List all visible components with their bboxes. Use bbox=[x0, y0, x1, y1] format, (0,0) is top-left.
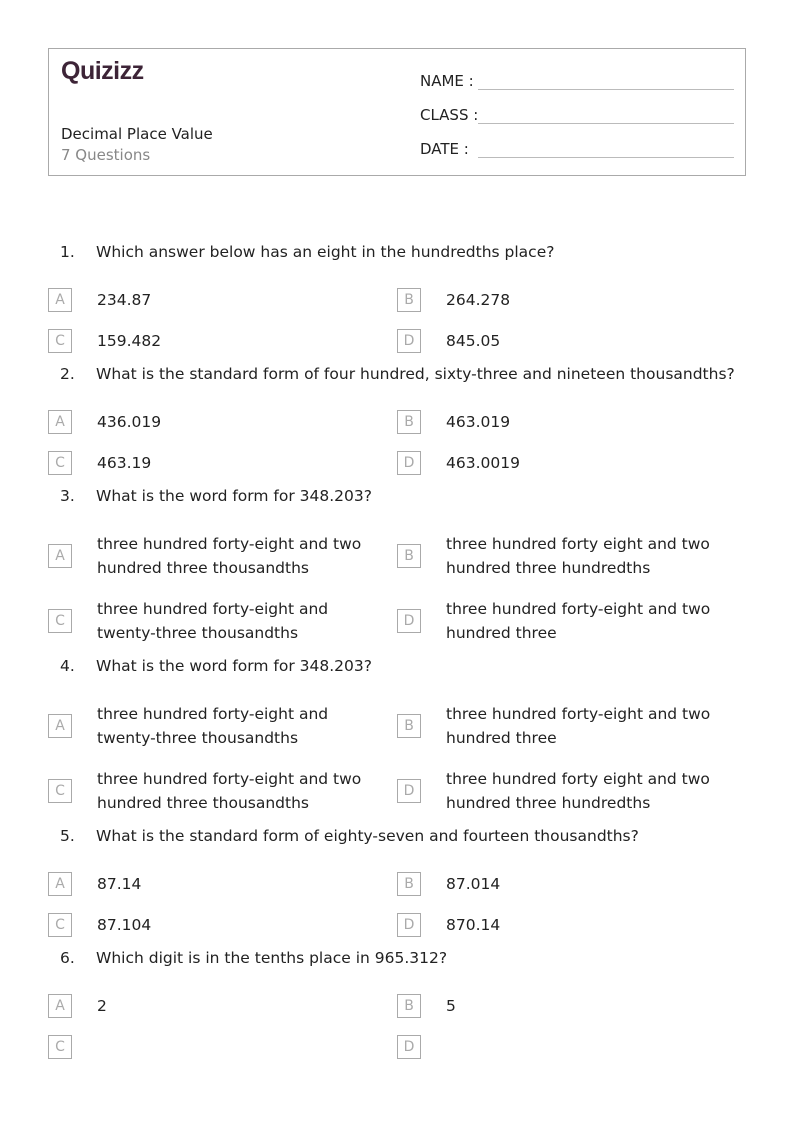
answer-option[interactable] bbox=[397, 1035, 746, 1059]
question-row bbox=[48, 654, 746, 678]
question-number: 2. bbox=[60, 365, 75, 383]
question-row bbox=[48, 946, 746, 970]
answer-option[interactable] bbox=[397, 994, 746, 1018]
question-number: 4. bbox=[60, 657, 75, 675]
date-label: DATE : bbox=[420, 140, 469, 158]
question-2 bbox=[48, 362, 746, 475]
answer-option[interactable] bbox=[397, 597, 746, 645]
option-text: three hundred forty-eight and two hundred three thousandths bbox=[97, 770, 362, 812]
question-text: Which answer below has an eight in the hundredths place? bbox=[96, 243, 555, 261]
option-letter-box[interactable]: A bbox=[48, 994, 72, 1018]
option-letter-box[interactable]: D bbox=[397, 329, 421, 353]
option-letter-box[interactable]: C bbox=[48, 329, 72, 353]
answer-option[interactable] bbox=[48, 329, 397, 353]
option-letter-box[interactable]: D bbox=[397, 451, 421, 475]
option-letter-box[interactable]: C bbox=[48, 609, 72, 633]
quizizz-logo: Quizizz bbox=[61, 57, 144, 85]
answer-option[interactable] bbox=[397, 767, 746, 815]
question-text: What is the word form for 348.203? bbox=[96, 487, 372, 505]
option-text: 2 bbox=[97, 997, 107, 1015]
question-3 bbox=[48, 484, 746, 645]
question-row bbox=[48, 484, 746, 508]
question-1 bbox=[48, 240, 746, 353]
answer-option[interactable] bbox=[48, 702, 397, 750]
option-text: three hundred forty-eight and twenty-three thousandths bbox=[97, 705, 329, 747]
answer-option[interactable] bbox=[397, 702, 746, 750]
option-letter-box[interactable]: C bbox=[48, 1035, 72, 1059]
option-letter-box[interactable]: C bbox=[48, 451, 72, 475]
name-line[interactable] bbox=[478, 71, 734, 90]
option-text: 845.05 bbox=[446, 332, 501, 350]
question-text: What is the standard form of four hundred, sixty-three and nineteen thousandths? bbox=[96, 365, 735, 383]
option-letter-box[interactable]: B bbox=[397, 872, 421, 896]
date-field[interactable] bbox=[420, 134, 734, 158]
option-letter-box[interactable]: D bbox=[397, 779, 421, 803]
question-6 bbox=[48, 946, 746, 1059]
name-field[interactable] bbox=[420, 66, 734, 90]
option-text: 463.19 bbox=[97, 454, 152, 472]
worksheet-header bbox=[48, 48, 746, 176]
option-text: 870.14 bbox=[446, 916, 501, 934]
question-number: 5. bbox=[60, 827, 75, 845]
option-letter-box[interactable]: B bbox=[397, 544, 421, 568]
answer-option[interactable] bbox=[48, 913, 397, 937]
option-letter-box[interactable]: B bbox=[397, 288, 421, 312]
question-text: Which digit is in the tenths place in 965.312? bbox=[96, 949, 448, 967]
option-text: three hundred forty eight and two hundred three hundredths bbox=[446, 770, 710, 812]
question-number: 1. bbox=[60, 243, 75, 261]
option-text: three hundred forty-eight and two hundred three bbox=[446, 600, 711, 642]
option-text: 463.0019 bbox=[446, 454, 520, 472]
option-text: three hundred forty eight and two hundred three hundredths bbox=[446, 535, 710, 577]
question-list bbox=[48, 240, 746, 1068]
option-text: 159.482 bbox=[97, 332, 162, 350]
answer-option[interactable] bbox=[48, 994, 397, 1018]
question-count: 7 Questions bbox=[61, 146, 151, 164]
option-letter-box[interactable]: B bbox=[397, 714, 421, 738]
question-row bbox=[48, 824, 746, 848]
answer-options bbox=[48, 288, 746, 353]
answer-option[interactable] bbox=[48, 1035, 397, 1059]
name-label: NAME : bbox=[420, 72, 474, 90]
option-text: 87.014 bbox=[446, 875, 501, 893]
answer-option[interactable] bbox=[397, 872, 746, 896]
answer-option[interactable] bbox=[48, 872, 397, 896]
option-text: three hundred forty-eight and two hundred three bbox=[446, 705, 711, 747]
answer-option[interactable] bbox=[48, 288, 397, 312]
answer-options bbox=[48, 994, 746, 1059]
option-letter-box[interactable]: D bbox=[397, 609, 421, 633]
option-text: 87.14 bbox=[97, 875, 142, 893]
option-text: 5 bbox=[446, 997, 456, 1015]
question-5 bbox=[48, 824, 746, 937]
option-letter-box[interactable]: A bbox=[48, 410, 72, 434]
option-letter-box[interactable]: D bbox=[397, 913, 421, 937]
question-text: What is the word form for 348.203? bbox=[96, 657, 372, 675]
answer-options bbox=[48, 702, 746, 815]
question-number: 6. bbox=[60, 949, 75, 967]
option-letter-box[interactable]: B bbox=[397, 410, 421, 434]
date-line[interactable] bbox=[478, 139, 734, 158]
option-text: 234.87 bbox=[97, 291, 152, 309]
option-letter-box[interactable]: D bbox=[397, 1035, 421, 1059]
option-text: three hundred forty-eight and twenty-three thousandths bbox=[97, 600, 329, 642]
option-text: 87.104 bbox=[97, 916, 152, 934]
question-text: What is the standard form of eighty-seven and fourteen thousandths? bbox=[96, 827, 639, 845]
answer-option[interactable] bbox=[48, 767, 397, 815]
option-letter-box[interactable]: C bbox=[48, 779, 72, 803]
answer-options bbox=[48, 410, 746, 475]
question-row bbox=[48, 362, 746, 386]
answer-option[interactable] bbox=[397, 288, 746, 312]
answer-option[interactable] bbox=[397, 410, 746, 434]
option-letter-box[interactable]: A bbox=[48, 288, 72, 312]
option-text: 463.019 bbox=[446, 413, 511, 431]
option-text: 264.278 bbox=[446, 291, 511, 309]
class-line[interactable] bbox=[478, 105, 734, 124]
option-letter-box[interactable]: A bbox=[48, 872, 72, 896]
answer-options bbox=[48, 532, 746, 645]
question-4 bbox=[48, 654, 746, 815]
question-row bbox=[48, 240, 746, 264]
worksheet-title: Decimal Place Value bbox=[61, 125, 213, 143]
answer-option[interactable] bbox=[48, 532, 397, 580]
option-letter-box[interactable]: B bbox=[397, 994, 421, 1018]
option-text: 436.019 bbox=[97, 413, 162, 431]
answer-option[interactable] bbox=[397, 451, 746, 475]
class-field[interactable] bbox=[420, 100, 734, 124]
answer-option[interactable] bbox=[48, 597, 397, 645]
option-letter-box[interactable]: C bbox=[48, 913, 72, 937]
answer-options bbox=[48, 872, 746, 937]
option-letter-box[interactable]: A bbox=[48, 544, 72, 568]
option-letter-box[interactable]: A bbox=[48, 714, 72, 738]
answer-option[interactable] bbox=[397, 913, 746, 937]
answer-option[interactable] bbox=[397, 329, 746, 353]
question-number: 3. bbox=[60, 487, 75, 505]
option-text: three hundred forty-eight and two hundred three thousandths bbox=[97, 535, 362, 577]
answer-option[interactable] bbox=[48, 410, 397, 434]
class-label: CLASS : bbox=[420, 106, 479, 124]
answer-option[interactable] bbox=[397, 532, 746, 580]
answer-option[interactable] bbox=[48, 451, 397, 475]
